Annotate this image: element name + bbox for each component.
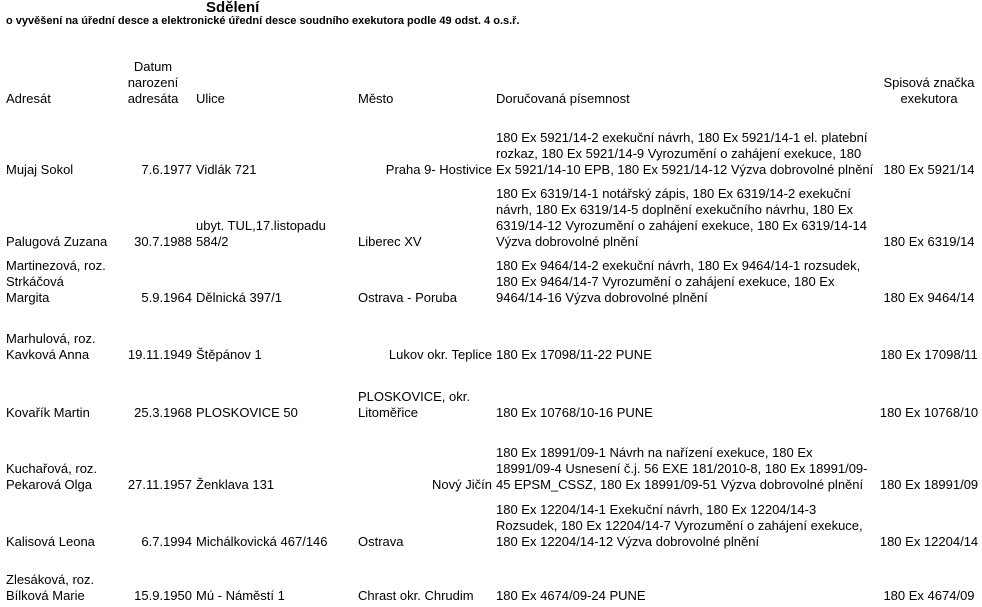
cell-dorucovana: 180 Ex 10768/10-16 PUNE bbox=[496, 405, 653, 420]
col-header-dorucovana: Doručovaná písemnost bbox=[496, 91, 630, 106]
cell-spisova: 180 Ex 6319/14 bbox=[883, 234, 975, 249]
cell-spisova: 180 Ex 4674/09 bbox=[883, 588, 975, 603]
page-subtitle: o vyvěšení na úřední desce a elektronické úřední desce soudního exekutora podle 49 odst. 4 o.s.ř. bbox=[6, 15, 520, 27]
cell-adresat: Kuchařová, roz. Pekarová Olga bbox=[6, 461, 98, 492]
cell-dorucovana: 180 Ex 12204/14-1 Exekuční návrh, 180 Ex 12204/14-3 Rozsudek, 180 Ex 12204/14-7 Vyrozumění o zahájení exekuce, 180 Ex 12204/14-12 Výzva dobrovolné plnění bbox=[496, 502, 863, 549]
cell-adresat: Marhulová, roz. Kavková Anna bbox=[6, 331, 96, 362]
cell-mesto: Liberec XV bbox=[358, 234, 422, 249]
cell-adresat: Palugová Zuzana bbox=[6, 234, 108, 249]
recipients-table bbox=[4, 53, 982, 604]
cell-ulice: ubyt. TUL,17.listopadu 584/2 bbox=[196, 218, 326, 249]
cell-spisova: 180 Ex 12204/14 bbox=[879, 534, 979, 549]
cell-dorucovana: 180 Ex 4674/09-24 PUNE bbox=[496, 588, 646, 603]
cell-spisova: 180 Ex 5921/14 bbox=[883, 162, 975, 177]
cell-mesto: Ostrava bbox=[358, 534, 404, 549]
cell-datum: 7.6.1977 bbox=[141, 162, 192, 177]
cell-adresat: Kovařík Martin bbox=[6, 405, 90, 420]
cell-mesto: Ostrava - Poruba bbox=[358, 290, 457, 305]
cell-datum: 19.11.1949 bbox=[127, 347, 192, 362]
col-header-mesto: Město bbox=[358, 91, 394, 106]
cell-spisova: 180 Ex 9464/14 bbox=[883, 290, 975, 305]
table-row bbox=[4, 250, 982, 306]
cell-ulice: Vidlák 721 bbox=[196, 162, 257, 177]
cell-datum: 6.7.1994 bbox=[141, 534, 192, 549]
cell-adresat: Zlesáková, roz. Bílková Marie bbox=[6, 572, 95, 603]
table-header-row bbox=[4, 53, 982, 107]
cell-datum: 5.9.1964 bbox=[141, 290, 192, 305]
cell-datum: 27.11.1957 bbox=[127, 477, 192, 492]
table-row bbox=[4, 421, 982, 493]
col-header-ulice: Ulice bbox=[196, 91, 225, 106]
table-row bbox=[4, 306, 982, 363]
cell-mesto: Nový Jičín bbox=[432, 477, 492, 492]
col-header-datum: Datum narození adresáta bbox=[127, 59, 179, 106]
table-row bbox=[4, 178, 982, 250]
cell-ulice: Štěpánov 1 bbox=[196, 347, 262, 362]
cell-dorucovana: 180 Ex 9464/14-2 exekuční návrh, 180 Ex 9464/14-1 rozsudek, 180 Ex 9464/14-7 Vyrozumění o zahájení exekuce, 180 Ex 9464/14-16 Výzva dobrovolné plnění bbox=[496, 258, 861, 305]
cell-ulice: PLOSKOVICE 50 bbox=[196, 405, 298, 420]
cell-dorucovana: 180 Ex 6319/14-1 notářský zápis, 180 Ex 6319/14-2 exekuční návrh, 180 Ex 6319/14-5 doplnění exekučního návrhu, 180 Ex 6319/14-12 Vyrozumění o zahájení exekuce, 180 Ex 6319/14-14 Výzva dobrovolné plnění bbox=[496, 186, 867, 249]
cell-mesto: Chrast okr. Chrudim bbox=[358, 588, 474, 603]
col-header-adresat: Adresát bbox=[6, 91, 51, 106]
table-row bbox=[4, 493, 982, 550]
cell-adresat: Kalisová Leona bbox=[6, 534, 95, 549]
cell-spisova: 180 Ex 10768/10 bbox=[879, 405, 979, 420]
table-row bbox=[4, 107, 982, 178]
cell-datum: 25.3.1968 bbox=[134, 405, 192, 420]
cell-spisova: 180 Ex 18991/09 bbox=[879, 477, 979, 492]
cell-datum: 15.9.1950 bbox=[134, 588, 192, 603]
cell-spisova: 180 Ex 17098/11 bbox=[880, 347, 978, 362]
page-title: Sdělení bbox=[206, 0, 260, 16]
cell-adresat: Martinezová, roz. Strkáčová Margita bbox=[6, 258, 106, 305]
cell-ulice: Ženklava 131 bbox=[196, 477, 275, 492]
table-row bbox=[4, 550, 982, 604]
cell-dorucovana: 180 Ex 5921/14-2 exekuční návrh, 180 Ex 5921/14-1 el. platební rozkaz, 180 Ex 5921/14-9 Vyrozumění o zahájení exekuce, 180 Ex 5921/14-10 EPB, 180 Ex 5921/14-12 Výzva dobrovolné plnění bbox=[496, 130, 874, 177]
cell-ulice: Dělnická 397/1 bbox=[196, 290, 282, 305]
table-row bbox=[4, 363, 982, 421]
cell-mesto: PLOSKOVICE, okr. Litoměřice bbox=[358, 389, 470, 420]
cell-mesto: Praha 9- Hostivice bbox=[385, 162, 492, 177]
cell-ulice: Michálkovická 467/146 bbox=[196, 534, 328, 549]
col-header-spisova: Spisová značka exekutora bbox=[883, 75, 975, 106]
cell-dorucovana: 180 Ex 17098/11-22 PUNE bbox=[496, 347, 652, 362]
cell-dorucovana: 180 Ex 18991/09-1 Návrh na nařízení exekuce, 180 Ex 18991/09-4 Usnesení č.j. 56 EXE 181/2010-8, 180 Ex 18991/09-45 EPSM_CSSZ, 180 Ex 18991/09-51 Výzva dobrovolné plnění bbox=[496, 445, 868, 492]
cell-datum: 30.7.1988 bbox=[134, 234, 192, 249]
cell-mesto: Lukov okr. Teplice bbox=[388, 347, 492, 362]
cell-ulice: Mú - Náměstí 1 bbox=[196, 588, 285, 603]
cell-adresat: Mujaj Sokol bbox=[6, 162, 74, 177]
